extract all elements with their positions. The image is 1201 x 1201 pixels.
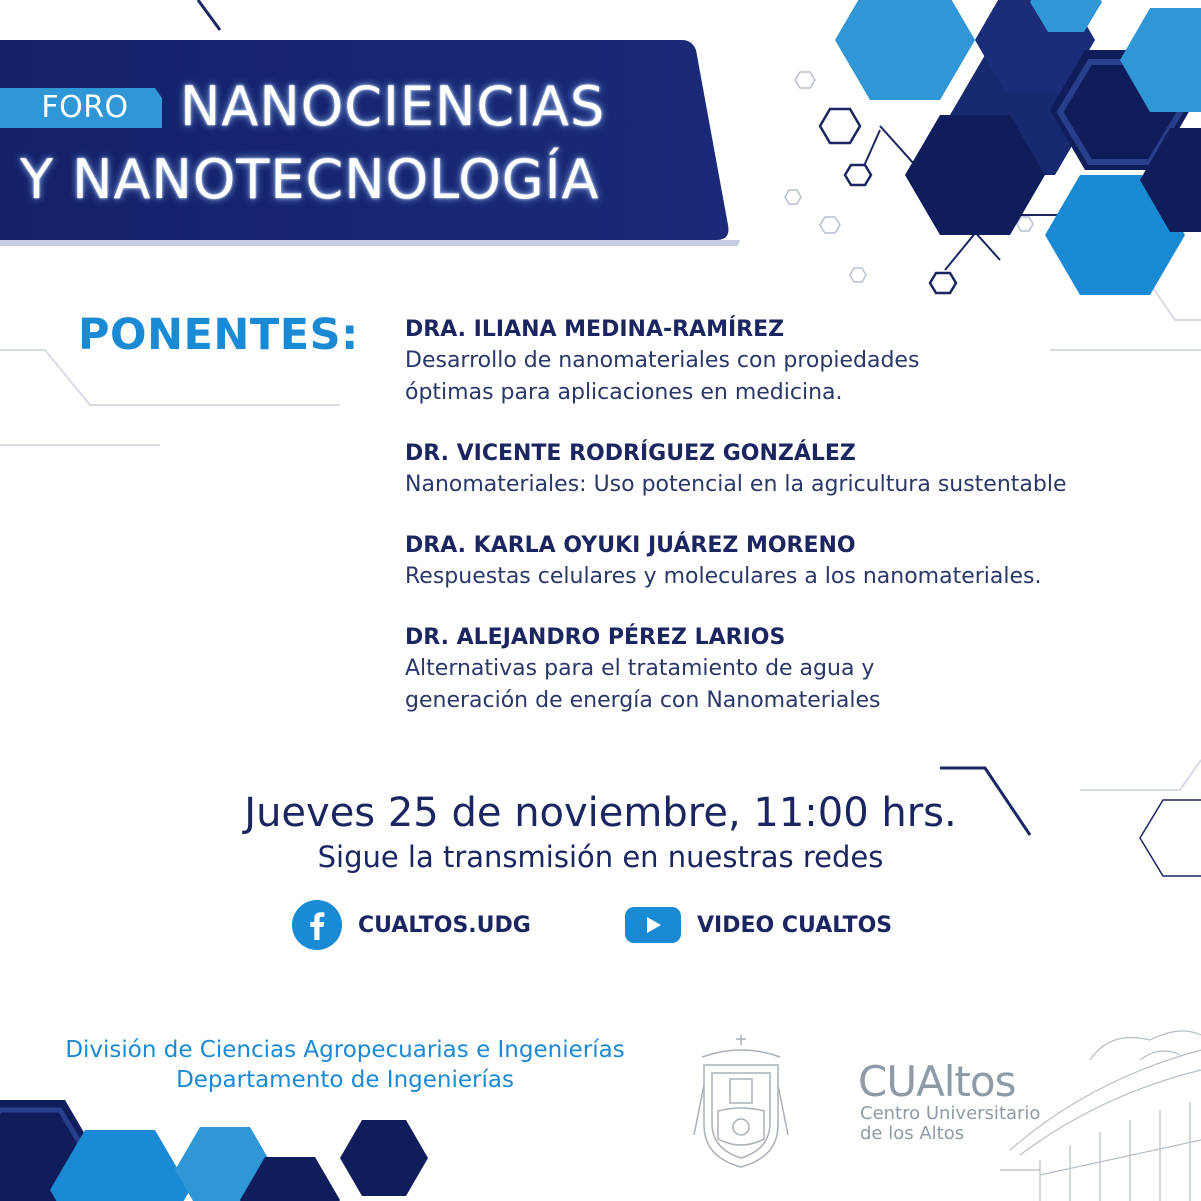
speaker-name: DRA. ILIANA MEDINA-RAMÍREZ [405, 317, 785, 342]
speaker-name: DR. ALEJANDRO PÉREZ LARIOS [405, 625, 786, 650]
page-title-line2: Y NANOTECNOLOGÍA [20, 148, 600, 211]
youtube-icon [625, 905, 681, 945]
speaker-name: DRA. KARLA OYUKI JUÁREZ MORENO [405, 533, 856, 558]
cualtos-name: CUAltos [858, 1057, 1016, 1106]
speaker-name: DR. VICENTE RODRÍGUEZ GONZÁLEZ [405, 441, 856, 466]
event-date: Jueves 25 de noviembre, 11:00 hrs. [244, 790, 957, 836]
cualtos-subtitle: Centro Universitario de los Altos [860, 1103, 1041, 1144]
division-text [0, 1035, 690, 1095]
speaker-item [405, 531, 1165, 593]
campus-building-icon [1000, 1020, 1201, 1201]
ponentes-heading: PONENTES: [78, 310, 359, 360]
speaker-topic: Nanomateriales: Uso potencial en la agricultura sustentable [405, 472, 1067, 497]
speaker-topic: Respuestas celulares y moleculares a los nanomateriales. [405, 564, 1042, 589]
division-line1: División de Ciencias Agropecuarias e Ingenierías [65, 1037, 625, 1063]
event-subtitle: Sigue la transmisión en nuestras redes [317, 840, 884, 874]
page-title-line1: NANOCIENCIAS [180, 75, 606, 138]
division-line2: Departamento de Ingenierías [176, 1067, 514, 1093]
youtube-label: VIDEO CUALTOS [697, 912, 893, 938]
speaker-item [405, 315, 1165, 409]
speaker-item [405, 623, 1165, 717]
speaker-item [405, 439, 1165, 501]
speaker-list [405, 315, 1165, 747]
speaker-topic: Desarrollo de nanomateriales con propiedades óptimas para aplicaciones en medicina. [405, 348, 920, 405]
foro-label: FORO [41, 90, 129, 125]
facebook-label: CUALTOS.UDG [358, 912, 531, 938]
facebook-icon [292, 900, 342, 950]
speaker-topic: Alternativas para el tratamiento de agua y generación de energía con Nanomateriales [405, 656, 881, 713]
facebook-link[interactable] [292, 900, 531, 950]
youtube-link[interactable] [625, 900, 892, 950]
university-seal-icon [690, 1035, 792, 1170]
